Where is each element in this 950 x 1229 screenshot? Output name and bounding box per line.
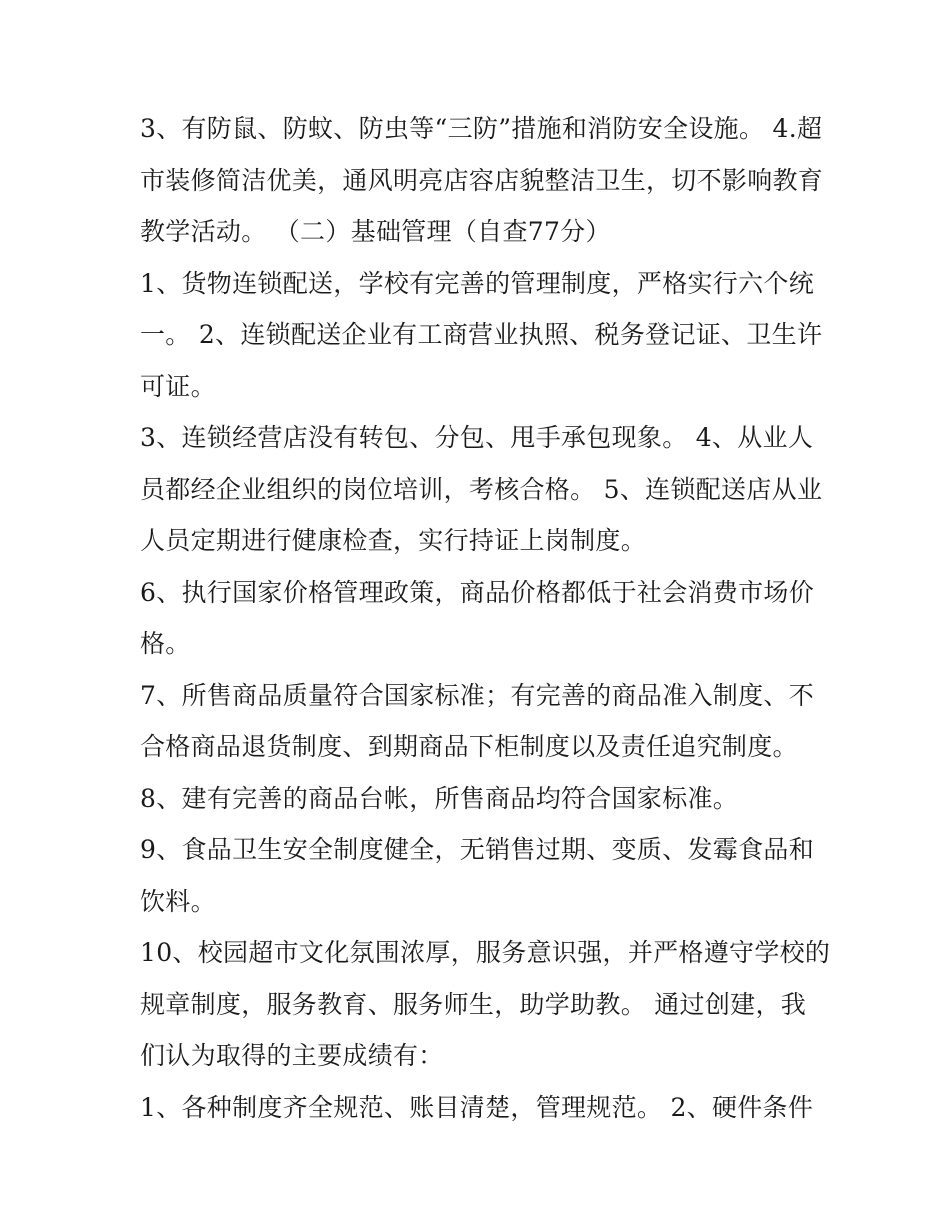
text-line: 3、有防鼠、防蚊、防虫等“三防”措施和消防安全设施。 4.超: [140, 114, 823, 143]
paragraph-food-safety: [140, 824, 820, 927]
paragraph-achievements: [140, 1082, 820, 1134]
text-line: 人员定期进行健康检查，实行持证上岗制度。: [140, 526, 647, 555]
text-line: 格。: [140, 629, 191, 658]
text-line: 1、货物连锁配送，学校有完善的管理制度，严格实行六个统: [140, 268, 815, 298]
text-line: 饮料。: [140, 886, 216, 916]
text-line: 8、建有完善的商品台帐，所售商品均符合国家标准。: [140, 783, 739, 813]
text-line: 市装修简洁优美，通风明亮店容店貌整洁卫生，切不影响教育: [140, 165, 824, 195]
text-line: 员都经企业组织的岗位培训，考核合格。 5、连锁配送店从业: [140, 474, 823, 504]
text-line: 1、各种制度齐全规范、账目清楚，管理规范。 2、硬件条件: [140, 1092, 814, 1122]
text-line: 规章制度，服务教育、服务师生，助学助教。 通过创建，我: [140, 989, 807, 1019]
text-line: 一。 2、连锁配送企业有工商营业执照、税务登记证、卫生许: [140, 320, 823, 349]
paragraph-quality: [140, 670, 820, 773]
paragraph-pricing: [140, 567, 820, 670]
paragraph-facilities: [140, 103, 824, 258]
text-line: 6、执行国家价格管理政策，商品价格都低于社会消费市场价: [140, 577, 815, 607]
text-line: 3、连锁经营店没有转包、分包、甩手承包现象。 4、从业人: [140, 423, 814, 452]
paragraph-distribution: [140, 258, 823, 413]
document-body: [140, 103, 831, 1133]
paragraph-ledger: [140, 773, 820, 825]
text-line: 10、校园超市文化氛围浓厚，服务意识强，并严格遵守学校的: [140, 938, 831, 967]
text-line: 7、所售商品质量符合国家标准；有完善的商品准入制度、不: [140, 680, 815, 710]
text-line: 们认为取得的主要成绩有：: [140, 1041, 444, 1070]
paragraph-culture: [140, 927, 831, 1082]
text-line: 9、食品卫生安全制度健全，无销售过期、变质、发霉食品和: [140, 835, 815, 864]
text-line: 可证。: [140, 371, 216, 401]
text-line: 教学活动。 （二）基础管理（自查77分）: [140, 217, 611, 246]
text-line: 合格商品退货制度、到期商品下柜制度以及责任追究制度。: [140, 732, 798, 761]
paragraph-staff: [140, 412, 823, 567]
